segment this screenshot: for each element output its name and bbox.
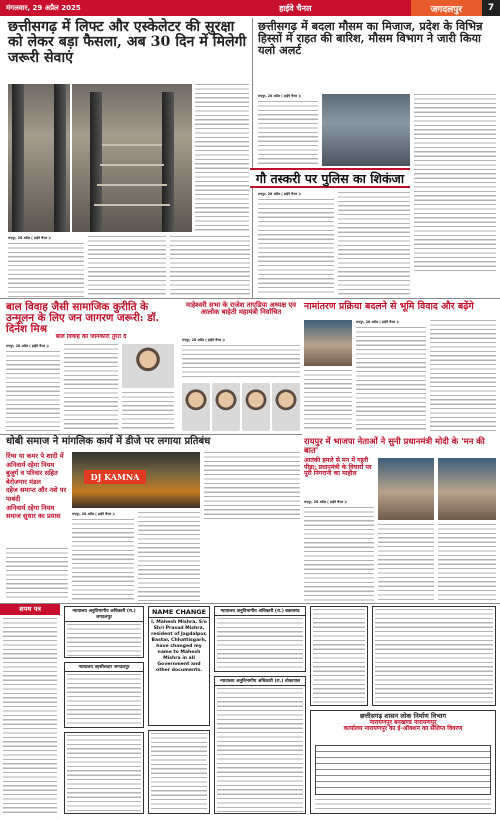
notice-4-body bbox=[217, 618, 303, 670]
sabha-portrait-4 bbox=[272, 383, 300, 431]
dj-body-col-3 bbox=[204, 452, 300, 522]
police-dateline: रायपुर, 28 अप्रैल ( हाईवे चैनल )। bbox=[258, 192, 302, 196]
name-change-title: NAME CHANGE bbox=[149, 607, 209, 618]
mann-ki-baat-body-col-2 bbox=[378, 524, 434, 601]
child-marriage-body-col-3 bbox=[122, 392, 174, 431]
weather-dateline: रायपुर, 28 अप्रैल ( हाईवे चैनल )। bbox=[258, 94, 302, 98]
child-marriage-dateline: रायपुर, 28 अप्रैल ( हाईवे चैनल )। bbox=[6, 344, 50, 348]
notice-1-body bbox=[67, 624, 141, 658]
police-body-col-2 bbox=[338, 192, 410, 295]
escalator-photo bbox=[8, 84, 70, 232]
notice-6 bbox=[310, 606, 368, 706]
sabha-body bbox=[182, 345, 300, 379]
sabha-headline: माहेश्वरी सभा के राजेश ताएडिया अध्यक्ष एव आलोक बाहेती महामंत्री निर्वाचित bbox=[186, 301, 296, 317]
rain-photo bbox=[322, 94, 410, 166]
issue-date: मंगलवार, 29 अप्रैल 2025 bbox=[6, 3, 81, 12]
police-headline: गौ तस्करी पर पुलिस का शिकंजा bbox=[255, 170, 405, 186]
dj-body-col-1 bbox=[72, 519, 134, 601]
notice-6-body bbox=[313, 609, 365, 703]
notice-1 bbox=[64, 606, 144, 658]
tender-line: कार्यालय नारायणपुर का ई-ऑक्शन का संशिप्त विवरण bbox=[343, 725, 463, 733]
naming-dateline: रायपुर, 28 अप्रैल ( हाईवे चैनल )। bbox=[356, 320, 400, 324]
mann-ki-baat-photo-1 bbox=[378, 458, 434, 520]
child-marriage-headline: बाल विवाह जैसी सामाजिक कुरीति के उन्मूलन के लिए जन जागरण जरूरी: डॉ. दिनेश मिश्र bbox=[6, 301, 160, 336]
tender-ad bbox=[310, 710, 496, 814]
naming-headline: नामांतरण प्रक्रिया बदलने से भूमि विवाद और बढ़ेंगे bbox=[304, 301, 474, 312]
notice-2-body bbox=[67, 674, 141, 726]
name-change-ad bbox=[148, 606, 210, 726]
mann-ki-baat-body-col-3 bbox=[438, 524, 496, 601]
tender-subtitle: नारायणपुर बनखण्ड नारायणपुर bbox=[369, 718, 437, 726]
notice-3 bbox=[64, 732, 144, 814]
column-divider bbox=[252, 18, 253, 298]
naming-body-col-2 bbox=[430, 320, 496, 431]
mann-ki-baat-photo-2 bbox=[438, 458, 496, 520]
dj-body-col-4 bbox=[6, 548, 68, 601]
mann-ki-baat-dateline: रायपुर, 28 अप्रैल ( हाईवे चैनल )। bbox=[304, 500, 348, 504]
dj-banner: DJ KAMNA bbox=[84, 470, 146, 484]
mann-ki-baat-headline: रायपुर में भाजपा नेताओं ने सुनी प्रधानमंत्री मोदी के 'मन की बात' bbox=[304, 436, 485, 456]
notice-2-title: न्यायालय तहसीलदार जगदलपुर bbox=[65, 663, 143, 672]
dj-dateline: रायपुर, 28 अप्रैल ( हाईवे चैनल )। bbox=[72, 512, 116, 516]
dj-photo bbox=[72, 452, 200, 508]
dj-headline: धोबी समाज ने मांगलिक कार्य में डीजे पर लगाया प्रतिबंध bbox=[6, 436, 211, 447]
naming-body-col-3 bbox=[304, 370, 352, 431]
dj-bullet-5: समाज सुधार का प्रयास bbox=[6, 512, 61, 521]
section-divider-2 bbox=[0, 434, 302, 435]
escalator-dateline: रायपुर, 28 अप्रैल ( हाईवे चैनल )। bbox=[8, 236, 52, 240]
dj-bullet-1: रिंग्स या कमर पे शादी में अनिवार्य रहेगा नियम bbox=[6, 452, 64, 469]
tender-table bbox=[315, 745, 491, 795]
notice-7 bbox=[372, 606, 496, 706]
child-marriage-subhead: बाल विवाह की जानकारी तुरंत दें bbox=[55, 334, 127, 340]
dj-bullet-2: बुजुर्ग व परिवार सहित बेरोजगार मंडल bbox=[6, 469, 58, 486]
escalator-headline: छत्तीसगढ़ में लिफ्ट और एस्केलेटर की सुरक्षा को लेकर बड़ा फैसला, अब 30 दिन में मिलेगी जरूरी सेवाएं bbox=[8, 19, 247, 66]
dinesh-mishra-photo bbox=[122, 344, 174, 388]
newspaper-name: हाईवे चैनल bbox=[279, 3, 312, 13]
notice-1-title: न्यायालय अनुविभागीय अधिकारी (रा.) जगदलपुर bbox=[65, 607, 143, 622]
tender-footer bbox=[315, 799, 491, 811]
notice-5 bbox=[214, 676, 306, 814]
notice-5-title: न्यायालय अनुविभागीय अधिकारी (रा.) तोकापाल bbox=[215, 677, 305, 686]
escalator-body-col-3 bbox=[170, 236, 250, 297]
child-marriage-body-col-1 bbox=[6, 351, 60, 431]
affidavit-column bbox=[0, 604, 60, 820]
police-headline-bar bbox=[250, 168, 410, 188]
sabha-portrait-2 bbox=[212, 383, 240, 431]
sabha-portrait-3 bbox=[242, 383, 270, 431]
sabha-portrait-1 bbox=[182, 383, 210, 431]
notice-7-body bbox=[375, 609, 493, 703]
escalator-sidebar-text bbox=[195, 84, 249, 232]
page-number: 7 bbox=[482, 0, 500, 16]
small-notice bbox=[148, 730, 210, 814]
weather-headline: छत्तीसगढ़ में बदला मौसम का मिजाज, प्रदेश के विभिन्न हिस्सों में राहत की बारिश, मौसम विभाग ने जारी किया यलो अलर्ट bbox=[258, 19, 483, 58]
escalator-body-col-1 bbox=[8, 243, 84, 297]
tender-title: छत्तीसगढ़ शासन लोक निर्माण विभाग bbox=[360, 712, 446, 720]
escalator-body-col-2 bbox=[88, 236, 166, 297]
dj-bullet-4: अनिवार्य रहेगा नियम bbox=[6, 503, 55, 512]
notice-5-body bbox=[217, 688, 303, 812]
masthead-bar bbox=[0, 0, 500, 16]
notice-4 bbox=[214, 606, 306, 672]
naming-photo bbox=[304, 320, 352, 366]
name-change-text: I, Mahesh Mishra, S/o Shri Prasad Mishra, resident of Jagdalpur, Bastar, Chhattisgarh, have changed my name to Mahesh Mishra in all Government and other documents. bbox=[151, 620, 207, 673]
escalator-photo-main bbox=[72, 84, 192, 232]
affidavit-title: शपथ पत्र bbox=[0, 604, 60, 615]
notice-4-title: न्यायालय अनुविभागीय अधिकारी (रा.) बकावण्ड bbox=[215, 607, 305, 616]
section-divider bbox=[0, 298, 500, 299]
dj-body-col-2 bbox=[138, 512, 200, 601]
section-divider-3 bbox=[0, 603, 500, 604]
child-marriage-body-col-2 bbox=[64, 344, 118, 431]
dj-bullet-list bbox=[6, 452, 68, 521]
dj-bullet-3: दहेज समाप्त और नशे पर पाबंदी bbox=[6, 486, 67, 503]
edition-city: जगदलपुर bbox=[411, 0, 482, 16]
weather-body-col-2 bbox=[414, 94, 496, 274]
mann-ki-baat-subhead: आतंकी हमले से मन में गहरी पीड़ा: प्रधानमंत्री के विचारों पर पूरी निगरानी का माहौल bbox=[304, 457, 372, 478]
naming-body-col-1 bbox=[356, 327, 426, 431]
weather-body-col-1 bbox=[258, 101, 318, 165]
affidavit-text bbox=[3, 618, 57, 814]
police-body-col-1 bbox=[258, 199, 334, 295]
sabha-dateline: रायपुर, 28 अप्रैल ( हाईवे चैनल )। bbox=[182, 338, 226, 342]
mann-ki-baat-body-col-1 bbox=[304, 507, 374, 601]
small-notice-body bbox=[151, 733, 207, 811]
notice-3-body bbox=[67, 735, 141, 811]
notice-2 bbox=[64, 662, 144, 728]
